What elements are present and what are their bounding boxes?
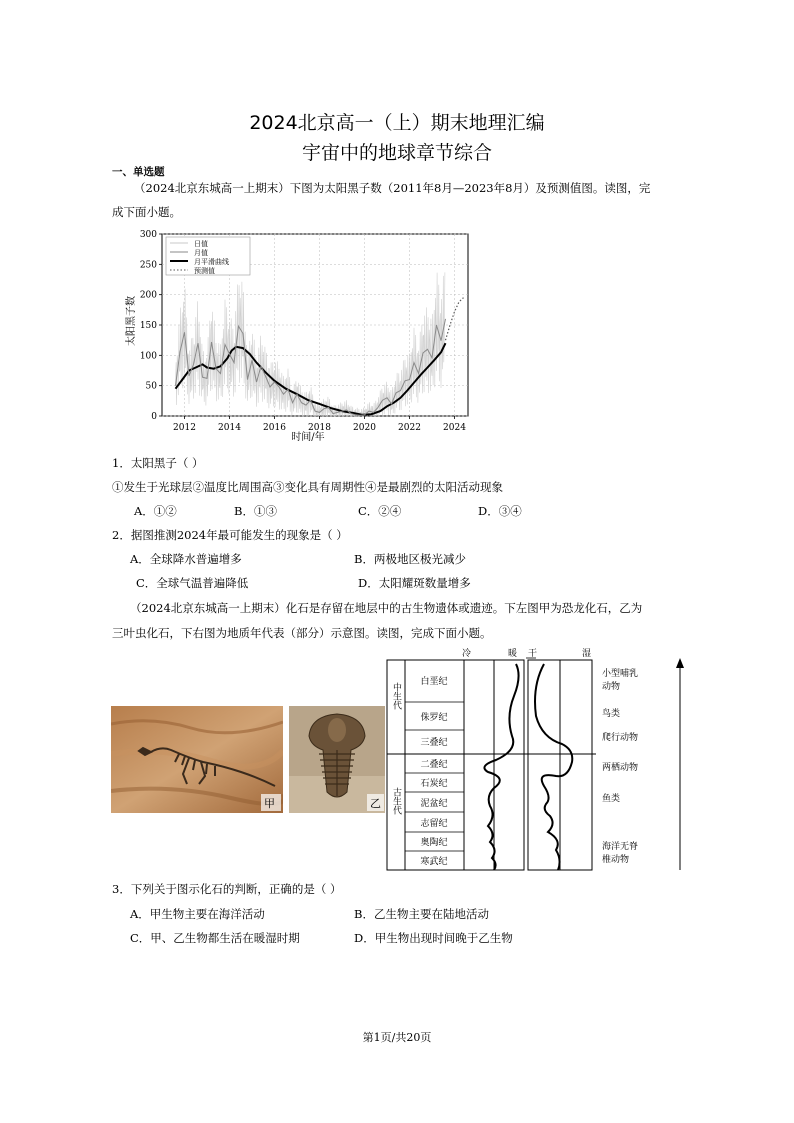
q2-option-b[interactable]: B．两极地区极光减少 bbox=[354, 552, 466, 566]
temperature-curve bbox=[484, 664, 518, 870]
header-warm: 暖 bbox=[508, 649, 518, 659]
x-tick-label-1: 2014 bbox=[218, 423, 241, 433]
y-tick-label-6: 300 bbox=[139, 230, 157, 240]
organism-invertebrates-2: 椎动物 bbox=[602, 855, 630, 865]
group2-intro-line2: 三叶虫化石，下右图为地质年代表（部分）示意图。读图，完成下面小题。 bbox=[112, 626, 492, 640]
group1-intro-line1: （2024北京东城高一上期末）下图为太阳黑子数（2011年8月—2023年8月）及预测值图。读图，完 bbox=[134, 181, 651, 195]
q1-statements: ①发生于光球层②温度比周围高③变化具有周期性④是最剧烈的太阳活动现象 bbox=[112, 480, 503, 494]
legend-daily: 日值 bbox=[194, 240, 208, 248]
legend-smoothed: 月平滑曲线 bbox=[194, 258, 229, 266]
q3-option-d[interactable]: D．甲生物出现时间晚于乙生物 bbox=[354, 931, 513, 945]
organism-mammals-2: 动物 bbox=[602, 682, 621, 692]
group1-intro-line2: 成下面小题。 bbox=[112, 205, 181, 219]
y-tick-label-5: 250 bbox=[139, 260, 157, 271]
trilobite-fossil-photo bbox=[289, 706, 385, 813]
era-paleozoic: 古生代 bbox=[391, 787, 401, 815]
sunspot-chart bbox=[118, 224, 473, 446]
organism-amphibians: 两栖动物 bbox=[602, 763, 639, 773]
x-axis-label: 时间/年 bbox=[291, 432, 325, 443]
photo2-label: 乙 bbox=[370, 797, 381, 810]
era-mesozoic: 中生代 bbox=[391, 682, 401, 710]
section-heading: 一、单选题 bbox=[112, 166, 165, 178]
q2-stem: 2．据图推测2024年最可能发生的现象是（ ） bbox=[112, 528, 348, 542]
y-tick-label-4: 200 bbox=[139, 290, 157, 301]
page-title: 2024北京高一（上）期末地理汇编 bbox=[249, 112, 545, 134]
photo1-label: 甲 bbox=[264, 797, 275, 810]
q2-option-a[interactable]: A．全球降水普遍增多 bbox=[130, 552, 242, 566]
x-tick-label-2: 2016 bbox=[263, 423, 286, 433]
page-number: 第1页/共20页 bbox=[362, 1031, 432, 1044]
q1-option-d[interactable]: D．③④ bbox=[478, 504, 522, 518]
period-cambrian: 寒武纪 bbox=[420, 857, 448, 867]
legend-monthly: 月值 bbox=[194, 249, 208, 257]
period-permian: 二叠纪 bbox=[420, 760, 448, 770]
q1-option-a[interactable]: A．①② bbox=[134, 504, 177, 518]
x-tick-label-0: 2012 bbox=[173, 423, 196, 433]
x-tick-label-4: 2020 bbox=[353, 423, 376, 433]
organism-invertebrates-1: 海洋无脊 bbox=[602, 842, 639, 852]
y-tick-label-3: 150 bbox=[139, 321, 157, 331]
header-wet: 湿 bbox=[582, 649, 592, 659]
period-devonian: 泥盆纪 bbox=[420, 799, 448, 809]
period-ordovician: 奥陶纪 bbox=[420, 838, 448, 848]
dinosaur-fossil-photo bbox=[111, 706, 283, 813]
x-tick-label-5: 2022 bbox=[398, 423, 421, 433]
q1-stem: 1．太阳黑子（ ） bbox=[112, 456, 204, 470]
geologic-time-table bbox=[386, 646, 690, 874]
x-tick-label-6: 2024 bbox=[443, 423, 466, 433]
organism-birds: 鸟类 bbox=[602, 709, 621, 719]
q1-option-b[interactable]: B．①③ bbox=[234, 504, 277, 518]
q3-stem: 3．下列关于图示化石的判断，正确的是（ ） bbox=[112, 882, 342, 896]
y-tick-label-0: 0 bbox=[151, 412, 157, 422]
q3-option-a[interactable]: A．甲生物主要在海洋活动 bbox=[130, 907, 265, 921]
header-dry: 干 bbox=[528, 649, 538, 659]
q2-option-c[interactable]: C．全球气温普遍降低 bbox=[136, 576, 249, 590]
q3-option-c[interactable]: C．甲、乙生物都生活在暖湿时期 bbox=[130, 931, 300, 945]
period-silurian: 志留纪 bbox=[420, 819, 448, 829]
period-triassic: 三叠纪 bbox=[420, 738, 448, 748]
group2-intro-line1: （2024北京东城高一上期末）化石是存留在地层中的古生物遗体或遗迹。下左图甲为恐龙化石，乙为 bbox=[130, 601, 643, 615]
organism-mammals-1: 小型哺乳 bbox=[602, 669, 639, 679]
x-tick-label-3: 2018 bbox=[308, 423, 331, 433]
period-carboniferous: 石炭纪 bbox=[420, 779, 448, 789]
arrow-head-icon bbox=[676, 658, 684, 668]
y-axis-label: 太阳黑子数 bbox=[126, 296, 137, 346]
legend-forecast: 预测值 bbox=[194, 267, 215, 275]
period-jurassic: 侏罗纪 bbox=[420, 713, 448, 723]
y-tick-label-2: 100 bbox=[139, 351, 157, 362]
q1-option-c[interactable]: C．②④ bbox=[358, 504, 402, 518]
y-tick-label-1: 50 bbox=[145, 381, 157, 392]
humidity-curve bbox=[535, 664, 572, 870]
period-cretaceous: 白垩纪 bbox=[420, 677, 448, 687]
q3-option-b[interactable]: B．乙生物主要在陆地活动 bbox=[354, 907, 489, 921]
page-subtitle: 宇宙中的地球章节综合 bbox=[301, 142, 492, 164]
header-cold: 冷 bbox=[462, 649, 472, 659]
q2-option-d[interactable]: D．太阳耀斑数量增多 bbox=[358, 576, 471, 590]
organism-reptiles: 爬行动物 bbox=[602, 733, 639, 743]
organism-fish: 鱼类 bbox=[602, 794, 621, 804]
